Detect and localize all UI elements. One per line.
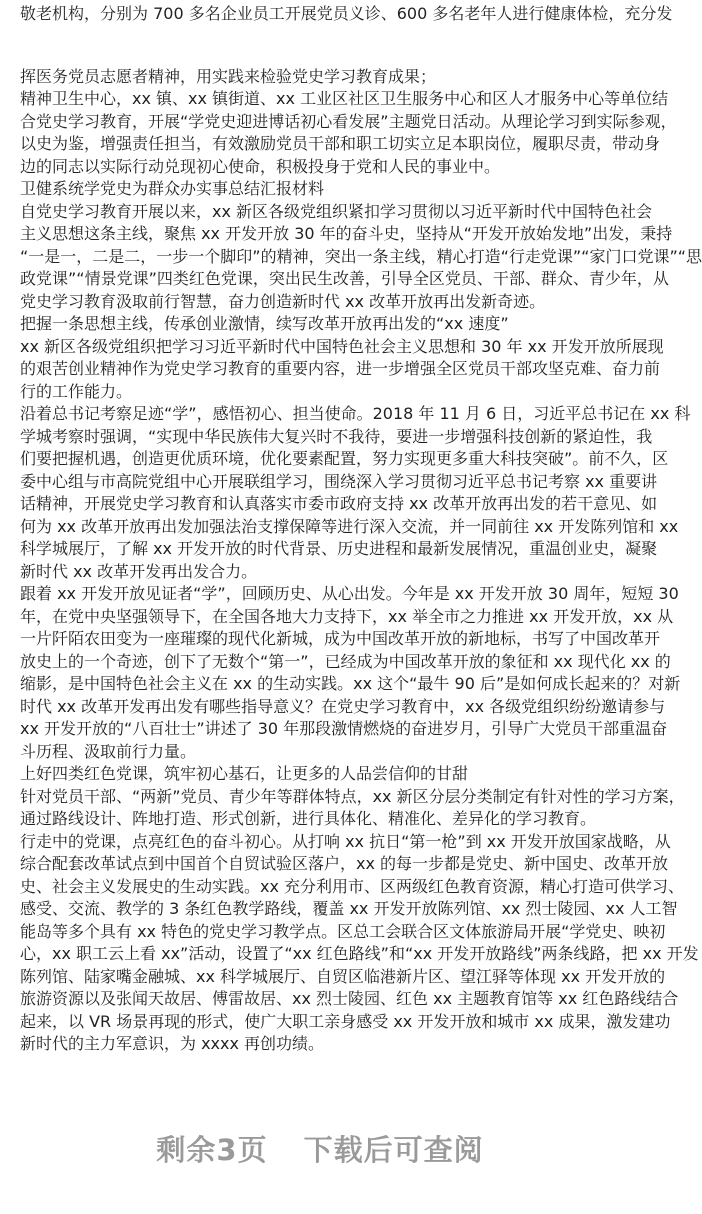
text-line: 以史为鉴，增强责任担当，有效激励党员干部和职工切实立足本职岗位，履职尽责，带动身 (20, 134, 661, 153)
text-line: 起来，以 VR 场景再现的形式，使广大职工亲身感受 xx 开发开放和城市 xx 成果，激发建功 (20, 1011, 671, 1031)
paragraph (20, 763, 626, 786)
text-line: 主义思想这条主线，聚焦 xx 开发开放 30 年的奋斗史，坚持从“开发开放始发地”出发，秉持 (20, 224, 673, 243)
text-line: 一片阡陌农田变为一座璀璨的现代化新城，成为中国改革开放的新地标，书写了中国改革开 (20, 629, 661, 648)
text-line: 年，在党中央坚强领导下，在全国各地大力支持下，xx 举全市之力推进 xx 开发开放，xx 从 (20, 606, 674, 626)
text-line: 陈列馆、陆家嘴金融城、xx 科学城展厅、自贸区临港新片区、望江驿等体现 xx 开发开放的 (20, 966, 666, 986)
text-line: 委中心组与市高院党组中心开展联组学习，围绕深入学习贯彻习近平总书记考察 xx 重要讲 (20, 471, 658, 491)
text-line: xx 开发开放的“八百壮士”讲述了 30 年那段激情燃烧的奋进岁月，引导广大党员干部重温奋 (20, 719, 668, 738)
top-fragment (20, 3, 673, 26)
text-line: “一是一，二是二，一步一个脚印”的精神，突出一条主线，精心打造“行走党课”“家门口党课”“思 (20, 246, 702, 266)
paragraphs (20, 66, 702, 1056)
text-line: 缩影，是中国特色社会主义在 xx 的生动实践。xx 这个“最牛 90 后”是如何成长起来的？对新 (20, 674, 681, 693)
paragraph (20, 786, 685, 831)
text-line: 话精神，开展党史学习教育和认真落实市委市政府支持 xx 改革开放再出发的若干意见、如 (20, 494, 658, 513)
text-line: 精神卫生中心，xx 镇、xx 镇街道、xx 工业区社区卫生服务中心和区人才服务中心等单位结 (20, 89, 669, 108)
paragraph (20, 583, 681, 763)
download-to-view-label[interactable]: 下载后可查阅 (303, 1133, 484, 1167)
text-line: 史、社会主义发展史的生动实践。xx 充分利用市、区两级红色教育资源，精心打造可供学习、 (20, 876, 685, 896)
text-line: 合党史学习教育，开展“学党史迎进博话初心看发展”主题党日活动。从理论学习到实际参观， (20, 111, 677, 131)
paragraph (20, 178, 626, 201)
text-line: 行走中的党课，点亮红色的奋斗初心。从打响 xx 抗日“第一枪”到 xx 开发开放国家战略，从 (20, 831, 671, 851)
paragraph (20, 831, 699, 1056)
text-line: 感受、交流、教学的 3 条红色教学路线，覆盖 xx 开发开放陈列馆、xx 烈士陵园、xx 人工智 (20, 899, 678, 918)
document-body (20, 3, 702, 1056)
text-line: 边的同志以实际行动兑现初心使命，积极投身于党和人民的事业中。 (20, 156, 501, 176)
text-line: 卫健系统学党史为群众办实事总结汇报材料 (20, 179, 325, 198)
text-line: 们要把握机遇，创造更优质环境，优化要素配置，努力实现更多重大科技突破”。前不久，区 (20, 449, 669, 468)
text-line: 学城考察时强调，“实现中华民族伟大复兴时不我待，要进一步增强科技创新的紧迫性，我 (20, 426, 653, 446)
text-line: 沿着总书记考察足迹“学”，感悟初心、担当使命。2018 年 11 月 6 日，习近平总书记在 xx 科 (20, 404, 691, 423)
paragraph (20, 88, 677, 178)
text-line: 上好四类红色党课，筑牢初心基石，让更多的人品尝信仰的甘甜 (20, 764, 469, 783)
text-line: 自党史学习教育开展以来，xx 新区各级党组织紧扣学习贯彻以习近平新时代中国特色社会 (20, 201, 653, 221)
text-line: 心，xx 职工云上看 xx”活动，设置了“xx 红色路线”和“xx 开发开放路线”两条线路，把 xx 开发 (20, 944, 699, 963)
text-line: 新时代的主力军意识，为 xxxx 再创功绩。 (20, 1034, 325, 1053)
text-line: 放史上的一个奇迹，创下了无数个“第一”，已经成为中国改革开放的象征和 xx 现代化 xx 的 (20, 651, 671, 671)
page-gap (20, 26, 626, 66)
text-line: 把握一条思想主线，传承创业激情，续写改革开放再出发的“xx 速度” (20, 314, 509, 333)
text-line: 何为 xx 改革开放再出发加强法治支撑保障等进行深入交流，并一同前往 xx 开发陈列馆和 xx (20, 516, 679, 536)
text-line: 敬老机构，分别为 700 多名企业员工开展党员义诊、600 多名老年人进行健康体检，充分发 (20, 4, 673, 23)
text-line: 挥医务党员志愿者精神，用实践来检验党史学习教育成果； (20, 66, 437, 86)
paragraph (20, 403, 691, 583)
text-line: 时代 xx 改革开发再出发有哪些指导意义？在党史学习教育中，xx 各级党组织纷纷邀请参与 (20, 696, 666, 716)
paragraph (20, 3, 673, 26)
paragraph (20, 313, 626, 336)
text-line: xx 新区各级党组织把学习习近平新时代中国特色社会主义思想和 30 年 xx 开发开放所展现 (20, 336, 664, 356)
text-line: 科学城展厅，了解 xx 开发开放的时代背景、历史进程和最新发展情况，重温创业史，凝聚 (20, 539, 658, 558)
text-line: 行的工作能力。 (20, 381, 133, 401)
text-line: 通过路线设计、阵地打造、形式创新，进行具体化、精准化、差异化的学习教育。 (20, 809, 597, 828)
text-line: 的艰苦创业精神作为党史学习教育的重要内容，进一步增强全区党员干部攻坚克难、奋力前 (20, 359, 661, 378)
text-line: 针对党员干部、“两新”党员、青少年等群体特点，xx 新区分层分类制定有针对性的学习方案， (20, 786, 685, 806)
paragraph (20, 336, 664, 404)
paragraph (20, 66, 626, 89)
text-line: 斗历程、汲取前行力量。 (20, 741, 197, 761)
text-line: 跟着 xx 开发开放见证者“学”，回顾历史、从心出发。今年是 xx 开发开放 30 周年，短短 30 (20, 584, 679, 603)
text-line: 新时代 xx 改革开发再出发合力。 (20, 561, 258, 581)
paragraph (20, 201, 702, 314)
text-line: 能岛等多个具有 xx 特色的党史学习教学点。区总工会联合区文体旅游局开展“学党史、映初 (20, 921, 666, 941)
text-line: 党史学习教育汲取前行智慧，奋力创造新时代 xx 改革开放再出发新奇迹。 (20, 291, 546, 311)
text-line: 旅游资源以及张闻天故居、傅雷故居、xx 烈士陵园、红色 xx 主题教育馆等 xx 红色路线结合 (20, 989, 679, 1008)
download-prompt[interactable] (0, 1128, 640, 1169)
text-line: 综合配套改革试点到中国首个自贸试验区落户，xx 的每一步都是党史、新中国史、改革开放 (20, 854, 669, 873)
remaining-pages-label[interactable]: 剩余3页 (156, 1133, 268, 1167)
text-line: 政党课”“情景党课”四类红色党课，突出民生改善，引导全区党员、干部、群众、青少年，从 (20, 269, 669, 288)
